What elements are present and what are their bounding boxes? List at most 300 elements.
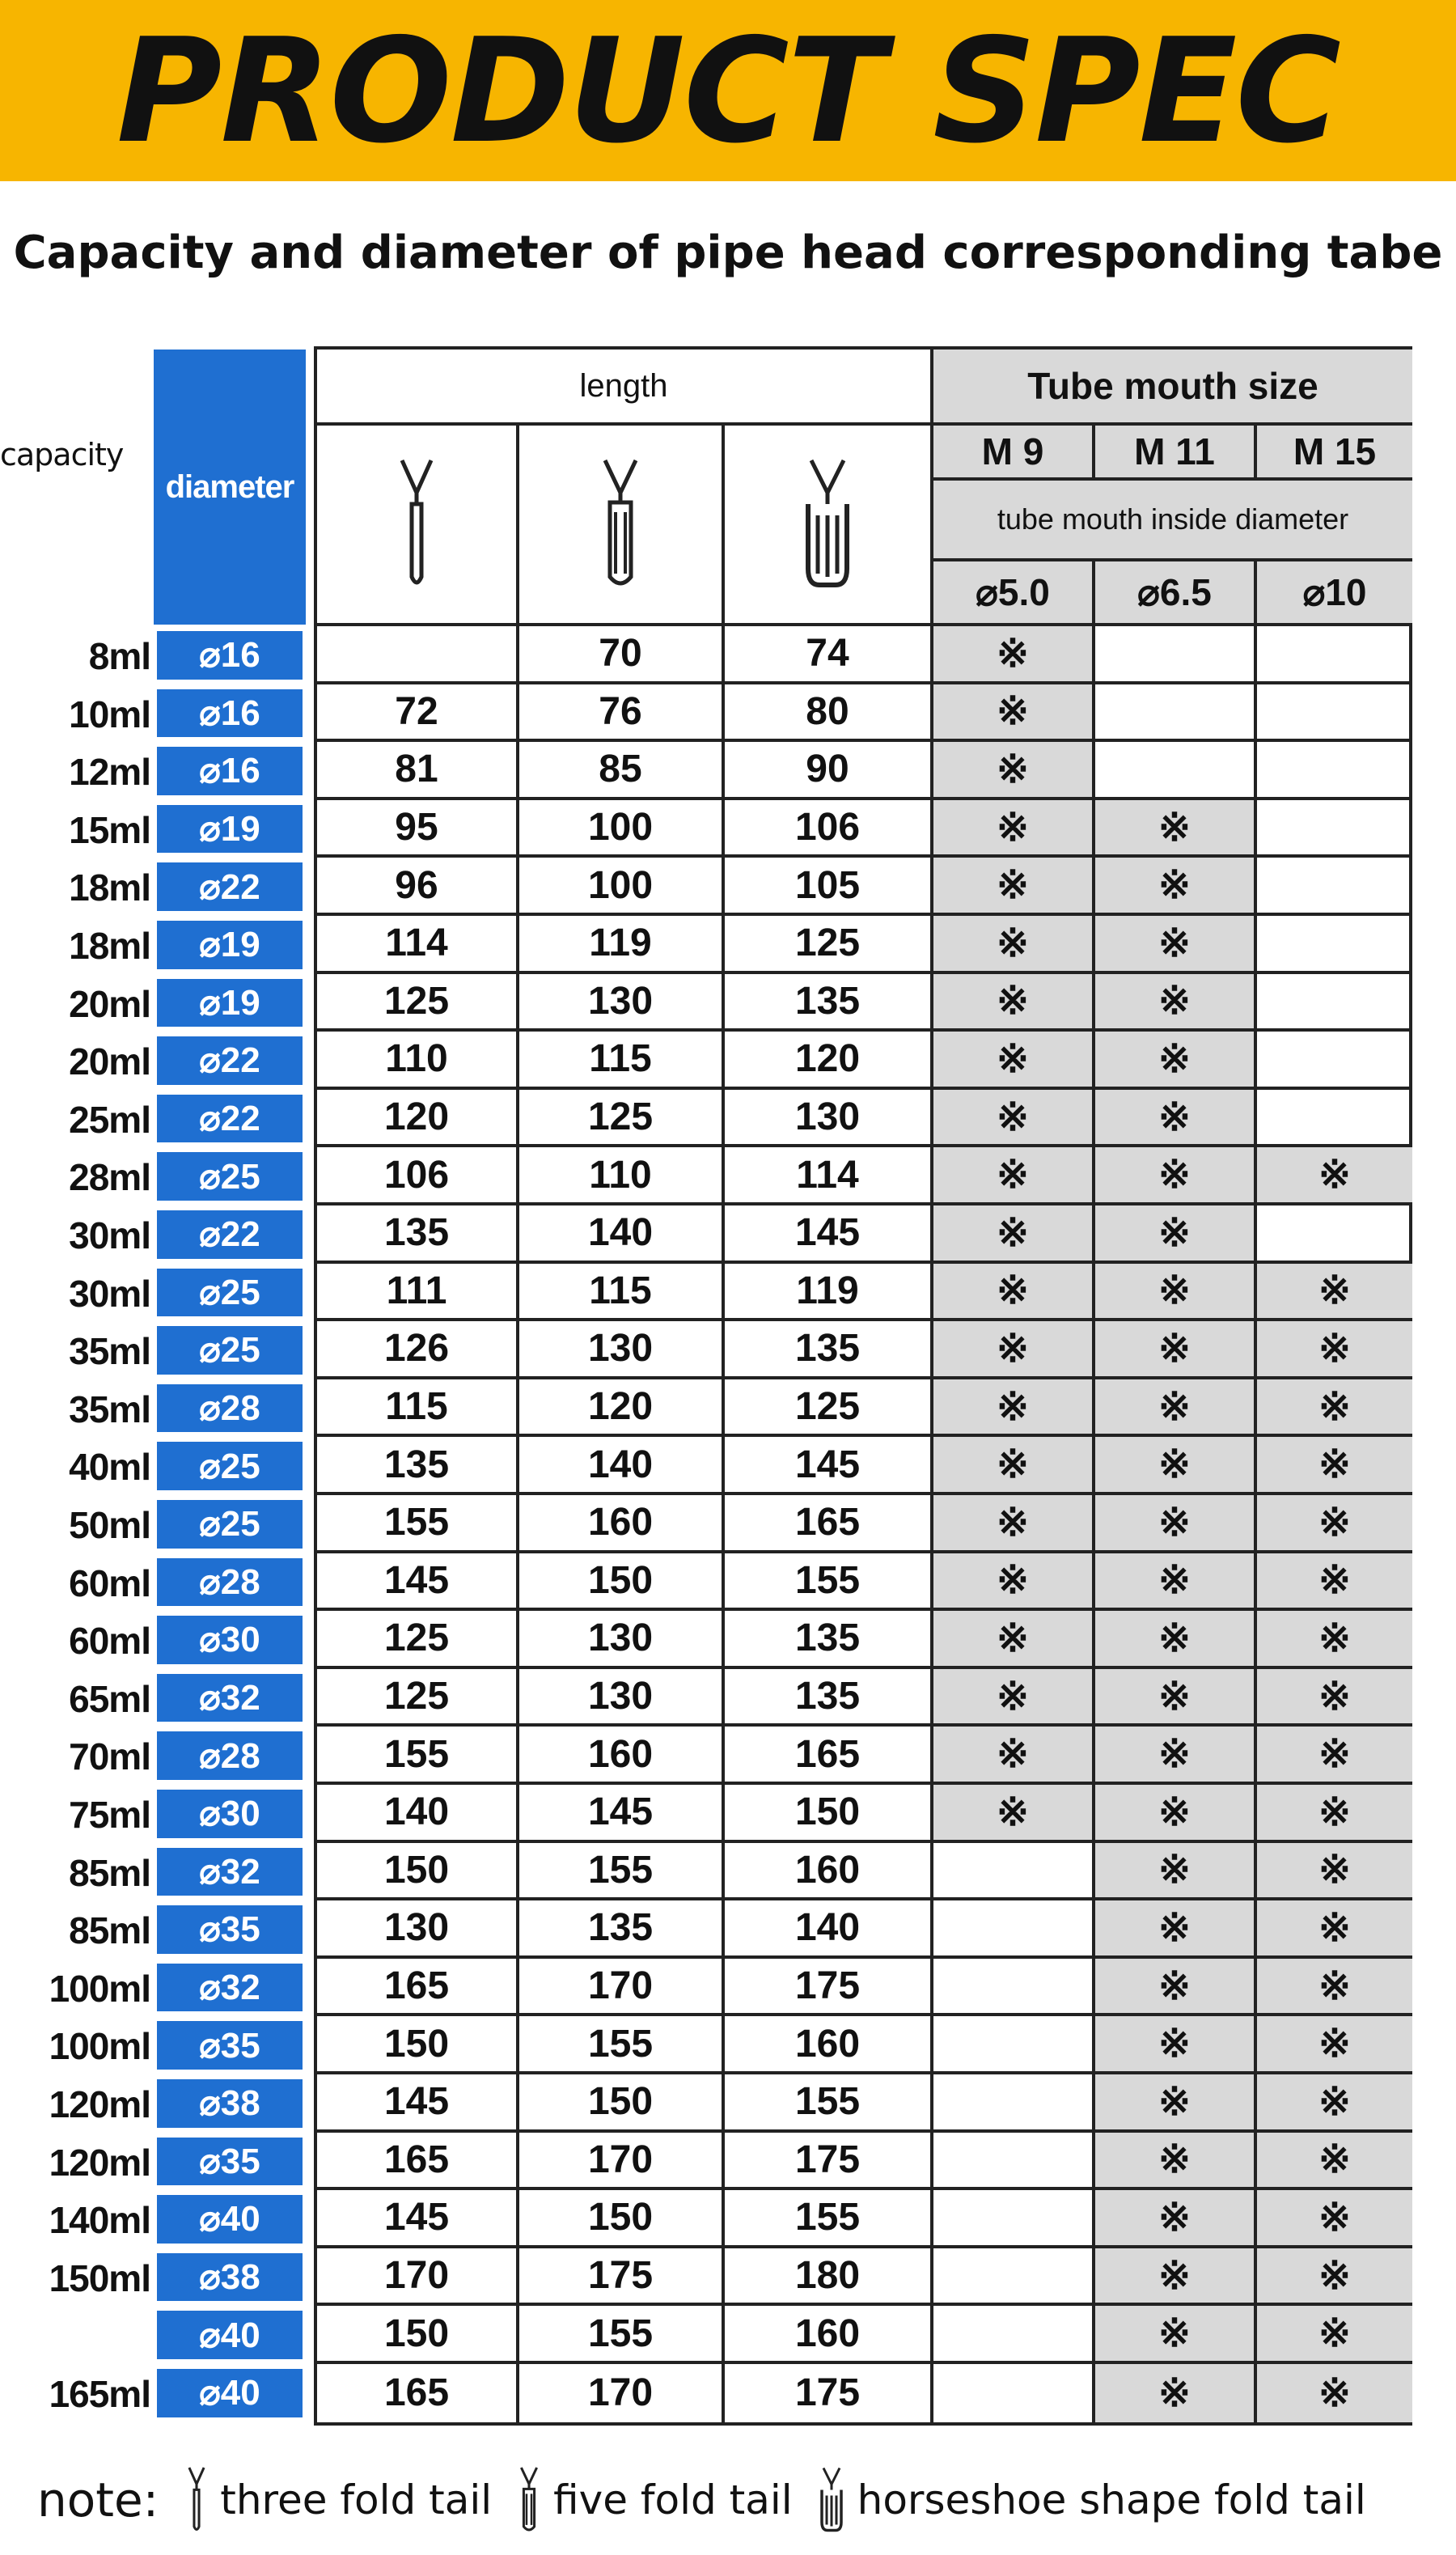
mouth-compatible-cell xyxy=(1095,1147,1257,1205)
mouth-compatible-cell xyxy=(1095,1032,1257,1090)
compatible-mark: ※ xyxy=(996,1790,1030,1834)
diameter-cell: ⌀35 xyxy=(157,2021,303,2070)
compatible-mark: ※ xyxy=(1318,1154,1352,1197)
mouth-compatible-cell xyxy=(1095,1900,1257,1959)
diameter-cell: ⌀22 xyxy=(157,1095,303,1143)
length-cell: 125 xyxy=(317,1611,519,1669)
mouth-compatible-cell xyxy=(1257,2364,1412,2422)
compatible-mark: ※ xyxy=(1158,980,1191,1023)
length-cell: 150 xyxy=(317,2016,519,2074)
mouth-compatible-cell xyxy=(1257,1437,1412,1495)
mouth-compatible-cell xyxy=(1095,2248,1257,2307)
length-cell: 175 xyxy=(519,2248,725,2307)
length-cell: 105 xyxy=(725,858,933,916)
mouth-compatible-cell xyxy=(1095,2016,1257,2074)
compatible-mark: ※ xyxy=(996,922,1030,965)
capacity-cell: 120ml xyxy=(49,2083,150,2125)
length-cell: 130 xyxy=(519,1611,725,1669)
compatible-mark: ※ xyxy=(1318,2371,1352,2415)
diameter-cell: ⌀30 xyxy=(157,1616,303,1664)
length-cell: 115 xyxy=(519,1032,725,1090)
three-fold-tail-icon xyxy=(183,2465,210,2535)
mouth-empty-cell xyxy=(933,2074,1095,2133)
capacity-cell: 30ml xyxy=(69,1214,150,1256)
mouth-compatible-cell xyxy=(933,1785,1095,1843)
compatible-mark: ※ xyxy=(1158,922,1191,965)
mouth-compatible-cell xyxy=(933,1611,1095,1669)
diameter-cell: ⌀25 xyxy=(157,1152,303,1201)
mouth-compatible-cell xyxy=(1257,1264,1412,1322)
compatible-mark: ※ xyxy=(996,1616,1030,1660)
compatible-mark: ※ xyxy=(1318,1675,1352,1718)
length-cell: 74 xyxy=(725,626,933,684)
length-cell: 150 xyxy=(725,1785,933,1843)
diameter-cell: ⌀32 xyxy=(157,1674,303,1722)
length-cell: 165 xyxy=(317,1959,519,2017)
compatible-mark: ※ xyxy=(1158,1964,1191,2008)
compatible-mark: ※ xyxy=(1318,1559,1352,1603)
compatible-mark: ※ xyxy=(1318,2254,1352,2298)
mouth-compatible-cell xyxy=(933,858,1095,916)
note-legend xyxy=(37,2464,1389,2536)
mouth-compatible-cell xyxy=(933,974,1095,1032)
diameter-cell: ⌀28 xyxy=(157,1558,303,1607)
capacity-cell: 65ml xyxy=(69,1677,150,1720)
diameter-cell: ⌀32 xyxy=(157,1848,303,1896)
capacity-cell: 60ml xyxy=(69,1561,150,1604)
capacity-cell: 85ml xyxy=(69,1851,150,1894)
mouth-compatible-cell xyxy=(1095,1727,1257,1785)
length-cell: 175 xyxy=(725,2364,933,2422)
capacity-cell: 85ml xyxy=(69,1909,150,1952)
compatible-mark: ※ xyxy=(1318,1616,1352,1660)
capacity-cell: 150ml xyxy=(49,2256,150,2299)
diameter-cell: ⌀22 xyxy=(157,1210,303,1259)
mouth-size-m15: M 15 xyxy=(1257,426,1412,481)
inside-diameter-header: tube mouth inside diameter xyxy=(933,481,1412,561)
capacity-cell: 50ml xyxy=(69,1504,150,1546)
compatible-mark: ※ xyxy=(1158,1385,1191,1429)
compatible-mark: ※ xyxy=(1158,1559,1191,1603)
length-cell: 160 xyxy=(519,1495,725,1553)
diameter-cell: ⌀40 xyxy=(157,2311,303,2359)
diameter-cell: ⌀16 xyxy=(157,631,303,680)
compatible-mark: ※ xyxy=(996,1037,1030,1081)
compatible-mark: ※ xyxy=(1158,1269,1191,1313)
length-cell: 114 xyxy=(725,1147,933,1205)
mouth-compatible-cell xyxy=(933,1321,1095,1379)
mouth-compatible-cell xyxy=(933,1090,1095,1148)
mouth-compatible-cell xyxy=(1257,1900,1412,1959)
length-cell: 130 xyxy=(519,1669,725,1727)
length-cell: 165 xyxy=(725,1495,933,1553)
length-cell: 106 xyxy=(317,1147,519,1205)
compatible-mark: ※ xyxy=(996,1269,1030,1313)
mouth-compatible-cell xyxy=(1257,1669,1412,1727)
length-cell: 125 xyxy=(725,1379,933,1438)
inside-diameter-6-5: ⌀6.5 xyxy=(1095,561,1257,626)
compatible-mark: ※ xyxy=(996,1211,1030,1255)
mouth-compatible-cell xyxy=(1257,1495,1412,1553)
compatible-mark: ※ xyxy=(996,864,1030,908)
length-cell: 135 xyxy=(317,1205,519,1264)
compatible-mark: ※ xyxy=(996,806,1030,850)
diameter-cell: ⌀30 xyxy=(157,1790,303,1838)
diameter-cell: ⌀40 xyxy=(157,2195,303,2244)
mouth-size-m11: M 11 xyxy=(1095,426,1257,481)
length-cell: 135 xyxy=(725,974,933,1032)
length-cell: 125 xyxy=(725,916,933,974)
mouth-compatible-cell xyxy=(1095,1495,1257,1553)
compatible-mark: ※ xyxy=(1158,2138,1191,2182)
compatible-mark: ※ xyxy=(1158,2196,1191,2239)
capacity-cell: 18ml xyxy=(69,866,150,909)
horseshoe-fold-tail-header xyxy=(725,426,933,626)
length-cell: 140 xyxy=(519,1437,725,1495)
mouth-empty-cell xyxy=(1095,742,1257,800)
mouth-empty-cell xyxy=(1257,742,1412,800)
mouth-compatible-cell xyxy=(1095,1379,1257,1438)
diameter-cell: ⌀19 xyxy=(157,979,303,1028)
length-cell: 85 xyxy=(519,742,725,800)
capacity-cell: 25ml xyxy=(69,1098,150,1141)
compatible-mark: ※ xyxy=(1158,1154,1191,1197)
compatible-mark: ※ xyxy=(1158,1327,1191,1371)
mouth-compatible-cell xyxy=(1095,974,1257,1032)
length-cell: 125 xyxy=(317,974,519,1032)
mouth-empty-cell xyxy=(1257,1032,1412,1090)
diameter-cell: ⌀16 xyxy=(157,689,303,738)
length-cell: 155 xyxy=(519,1843,725,1901)
compatible-mark: ※ xyxy=(1318,1849,1352,1892)
mouth-compatible-cell xyxy=(1257,2190,1412,2248)
mouth-compatible-cell xyxy=(933,684,1095,743)
mouth-compatible-cell xyxy=(1257,2133,1412,2191)
mouth-compatible-cell xyxy=(1095,2364,1257,2422)
mouth-compatible-cell xyxy=(1095,2133,1257,2191)
length-cell: 145 xyxy=(317,2190,519,2248)
compatible-mark: ※ xyxy=(1158,1733,1191,1777)
length-cell: 100 xyxy=(519,858,725,916)
compatible-mark: ※ xyxy=(1158,1443,1191,1487)
compatible-mark: ※ xyxy=(1318,1443,1352,1487)
length-cell: 150 xyxy=(519,2190,725,2248)
capacity-cell: 165ml xyxy=(49,2373,150,2415)
mouth-compatible-cell xyxy=(933,1032,1095,1090)
mouth-compatible-cell xyxy=(1095,2306,1257,2364)
mouth-empty-cell xyxy=(1095,684,1257,743)
compatible-mark: ※ xyxy=(996,1327,1030,1371)
compatible-mark: ※ xyxy=(1158,2312,1191,2356)
compatible-mark: ※ xyxy=(1158,1037,1191,1081)
length-cell: 130 xyxy=(317,1900,519,1959)
length-cell: 130 xyxy=(725,1090,933,1148)
length-cell: 106 xyxy=(725,800,933,858)
length-cell: 140 xyxy=(317,1785,519,1843)
compatible-mark: ※ xyxy=(1158,1675,1191,1718)
page-title: PRODUCT SPEC xyxy=(116,6,1340,175)
mouth-empty-cell xyxy=(1257,1090,1412,1148)
mouth-compatible-cell xyxy=(1257,2248,1412,2307)
length-cell: 115 xyxy=(519,1264,725,1322)
mouth-compatible-cell xyxy=(1095,858,1257,916)
diameter-cell: ⌀19 xyxy=(157,805,303,854)
mouth-compatible-cell xyxy=(933,742,1095,800)
compatible-mark: ※ xyxy=(1318,2080,1352,2124)
diameter-cell: ⌀28 xyxy=(157,1731,303,1780)
diameter-cell: ⌀38 xyxy=(157,2079,303,2128)
length-cell: 119 xyxy=(725,1264,933,1322)
note-item: three fold tail xyxy=(183,2465,492,2535)
length-cell: 110 xyxy=(317,1032,519,1090)
inside-diameter-10: ⌀10 xyxy=(1257,561,1412,626)
compatible-mark: ※ xyxy=(996,1733,1030,1777)
diameter-cell: ⌀25 xyxy=(157,1500,303,1549)
compatible-mark: ※ xyxy=(1318,2138,1352,2182)
note-item: horseshoe shape fold tail xyxy=(815,2465,1366,2535)
length-cell: 135 xyxy=(519,1900,725,1959)
length-cell: 130 xyxy=(519,1321,725,1379)
length-cell: 170 xyxy=(317,2248,519,2307)
capacity-cell: 10ml xyxy=(69,693,150,735)
length-cell: 165 xyxy=(317,2133,519,2191)
capacity-cell: 20ml xyxy=(69,1040,150,1083)
mouth-compatible-cell xyxy=(1095,1843,1257,1901)
length-cell: 160 xyxy=(725,2016,933,2074)
compatible-mark: ※ xyxy=(1158,2371,1191,2415)
length-cell: 155 xyxy=(725,1553,933,1612)
mouth-compatible-cell xyxy=(1095,800,1257,858)
mouth-compatible-cell xyxy=(1095,2074,1257,2133)
capacity-cell: 8ml xyxy=(88,635,150,677)
length-cell: 140 xyxy=(519,1205,725,1264)
capacity-cell: 140ml xyxy=(49,2199,150,2242)
capacity-cell: 60ml xyxy=(69,1620,150,1663)
compatible-mark: ※ xyxy=(1318,1269,1352,1313)
length-cell: 150 xyxy=(519,1553,725,1612)
length-cell: 165 xyxy=(317,2364,519,2422)
length-cell: 95 xyxy=(317,800,519,858)
length-cell: 110 xyxy=(519,1147,725,1205)
diameter-cell: ⌀22 xyxy=(157,1036,303,1085)
compatible-mark: ※ xyxy=(1158,806,1191,850)
length-cell: 170 xyxy=(519,2133,725,2191)
mouth-empty-cell xyxy=(1257,916,1412,974)
length-cell: 126 xyxy=(317,1321,519,1379)
mouth-compatible-cell xyxy=(1095,1611,1257,1669)
length-cell: 155 xyxy=(725,2074,933,2133)
mouth-compatible-cell xyxy=(1257,1959,1412,2017)
length-cell: 170 xyxy=(519,1959,725,2017)
compatible-mark: ※ xyxy=(1318,1327,1352,1371)
length-cell: 140 xyxy=(725,1900,933,1959)
mouth-compatible-cell xyxy=(1095,1205,1257,1264)
mouth-compatible-cell xyxy=(1095,1264,1257,1322)
compatible-mark: ※ xyxy=(996,690,1030,734)
length-cell: 125 xyxy=(519,1090,725,1148)
compatible-mark: ※ xyxy=(1318,1964,1352,2008)
length-cell xyxy=(317,626,519,684)
length-cell: 155 xyxy=(317,1495,519,1553)
diameter-cell: ⌀25 xyxy=(157,1326,303,1375)
five-fold-tail-header xyxy=(519,426,725,626)
diameter-cell: ⌀19 xyxy=(157,921,303,969)
mouth-compatible-cell xyxy=(1257,1843,1412,1901)
length-cell: 120 xyxy=(725,1032,933,1090)
compatible-mark: ※ xyxy=(1158,1616,1191,1660)
mouth-compatible-cell xyxy=(933,1727,1095,1785)
length-cell: 145 xyxy=(725,1205,933,1264)
mouth-empty-cell xyxy=(933,2133,1095,2191)
mouth-compatible-cell xyxy=(1095,1437,1257,1495)
inside-diameter-5: ⌀5.0 xyxy=(933,561,1095,626)
capacity-cell: 75ml xyxy=(69,1794,150,1836)
length-cell: 160 xyxy=(725,2306,933,2364)
compatible-mark: ※ xyxy=(1318,1906,1352,1950)
length-cell: 145 xyxy=(317,1553,519,1612)
length-cell: 175 xyxy=(725,1959,933,2017)
compatible-mark: ※ xyxy=(996,1559,1030,1603)
length-cell: 180 xyxy=(725,2248,933,2307)
mouth-compatible-cell xyxy=(1095,1090,1257,1148)
compatible-mark: ※ xyxy=(996,1095,1030,1139)
length-cell: 155 xyxy=(519,2016,725,2074)
capacity-cell: 20ml xyxy=(69,982,150,1025)
note-item: five fold tail xyxy=(514,2465,792,2535)
mouth-compatible-cell xyxy=(1257,1785,1412,1843)
length-cell: 119 xyxy=(519,916,725,974)
mouth-compatible-cell xyxy=(933,1495,1095,1553)
mouth-compatible-cell xyxy=(1257,2074,1412,2133)
length-cell: 160 xyxy=(725,1843,933,1901)
length-cell: 90 xyxy=(725,742,933,800)
mouth-empty-cell xyxy=(1257,858,1412,916)
capacity-cell: 28ml xyxy=(69,1156,150,1199)
compatible-mark: ※ xyxy=(1318,1385,1352,1429)
mouth-empty-cell xyxy=(933,1959,1095,2017)
diameter-cell: ⌀32 xyxy=(157,1964,303,2012)
compatible-mark: ※ xyxy=(996,632,1030,676)
length-cell: 70 xyxy=(519,626,725,684)
mouth-compatible-cell xyxy=(1095,1553,1257,1612)
mouth-empty-cell xyxy=(1257,974,1412,1032)
compatible-mark: ※ xyxy=(1318,1733,1352,1777)
length-cell: 72 xyxy=(317,684,519,743)
mouth-compatible-cell xyxy=(933,1437,1095,1495)
mouth-compatible-cell xyxy=(1257,1727,1412,1785)
capacity-cell: 100ml xyxy=(49,2025,150,2068)
length-header: length xyxy=(317,350,933,426)
diameter-cell: ⌀25 xyxy=(157,1442,303,1490)
mouth-compatible-cell xyxy=(1095,1785,1257,1843)
mouth-compatible-cell xyxy=(1095,1959,1257,2017)
compatible-mark: ※ xyxy=(1158,1211,1191,1255)
length-cell: 115 xyxy=(317,1379,519,1438)
table-subtitle: Capacity and diameter of pipe head corresponding tabe xyxy=(13,227,1443,279)
length-cell: 145 xyxy=(317,2074,519,2133)
length-cell: 111 xyxy=(317,1264,519,1322)
length-cell: 130 xyxy=(519,974,725,1032)
length-cell: 165 xyxy=(725,1727,933,1785)
mouth-compatible-cell xyxy=(1095,2190,1257,2248)
capacity-cell: 30ml xyxy=(69,1272,150,1315)
capacity-cell: 12ml xyxy=(69,751,150,794)
compatible-mark: ※ xyxy=(1318,2023,1352,2066)
mouth-compatible-cell xyxy=(1257,1321,1412,1379)
capacity-cell: 100ml xyxy=(49,1967,150,2010)
header-banner xyxy=(0,0,1456,181)
length-cell: 155 xyxy=(725,2190,933,2248)
length-cell: 120 xyxy=(317,1090,519,1148)
mouth-compatible-cell xyxy=(933,800,1095,858)
length-cell: 135 xyxy=(725,1321,933,1379)
compatible-mark: ※ xyxy=(1158,1906,1191,1950)
compatible-mark: ※ xyxy=(1318,1790,1352,1834)
mouth-compatible-cell xyxy=(933,626,1095,684)
mouth-compatible-cell xyxy=(1257,2306,1412,2364)
compatible-mark: ※ xyxy=(996,1501,1030,1544)
length-cell: 100 xyxy=(519,800,725,858)
length-cell: 150 xyxy=(519,2074,725,2133)
mouth-compatible-cell xyxy=(1257,1553,1412,1612)
diameter-cell: ⌀22 xyxy=(157,862,303,911)
mouth-compatible-cell xyxy=(933,1264,1095,1322)
length-cell: 135 xyxy=(725,1669,933,1727)
mouth-compatible-cell xyxy=(1095,1669,1257,1727)
compatible-mark: ※ xyxy=(1318,2196,1352,2239)
compatible-mark: ※ xyxy=(996,1385,1030,1429)
capacity-cell xyxy=(0,2314,150,2372)
length-cell: 80 xyxy=(725,684,933,743)
horseshoe-fold-tail-icon xyxy=(815,2465,848,2535)
length-cell: 114 xyxy=(317,916,519,974)
diameter-cell: ⌀28 xyxy=(157,1384,303,1433)
diameter-cell: ⌀40 xyxy=(157,2369,303,2417)
capacity-cell: 40ml xyxy=(69,1446,150,1489)
length-cell: 175 xyxy=(725,2133,933,2191)
length-cell: 135 xyxy=(317,1437,519,1495)
compatible-mark: ※ xyxy=(996,1443,1030,1487)
compatible-mark: ※ xyxy=(1158,2080,1191,2124)
compatible-mark: ※ xyxy=(1318,1501,1352,1544)
diameter-cell: ⌀35 xyxy=(157,1905,303,1954)
note-label: note: xyxy=(37,2472,159,2527)
diameter-column-label: diameter xyxy=(165,468,294,505)
mouth-compatible-cell xyxy=(1257,2016,1412,2074)
mouth-empty-cell xyxy=(1095,626,1257,684)
diameter-cell: ⌀25 xyxy=(157,1269,303,1317)
mouth-compatible-cell xyxy=(1095,1321,1257,1379)
diameter-cell: ⌀35 xyxy=(157,2138,303,2186)
mouth-compatible-cell xyxy=(933,1147,1095,1205)
three-fold-tail-icon xyxy=(392,455,441,593)
compatible-mark: ※ xyxy=(1158,1501,1191,1544)
capacity-column-label: capacity xyxy=(0,437,124,472)
length-cell: 96 xyxy=(317,858,519,916)
diameter-cell: ⌀38 xyxy=(157,2253,303,2302)
length-cell: 125 xyxy=(317,1669,519,1727)
tube-mouth-size-header: Tube mouth size xyxy=(933,350,1412,426)
mouth-empty-cell xyxy=(1257,684,1412,743)
capacity-cell: 15ml xyxy=(69,808,150,851)
mouth-compatible-cell xyxy=(933,1553,1095,1612)
length-cell: 145 xyxy=(725,1437,933,1495)
length-cell: 135 xyxy=(725,1611,933,1669)
mouth-empty-cell xyxy=(1257,1205,1412,1264)
diameter-cell: ⌀16 xyxy=(157,747,303,795)
mouth-compatible-cell xyxy=(1095,916,1257,974)
mouth-compatible-cell xyxy=(1257,1379,1412,1438)
